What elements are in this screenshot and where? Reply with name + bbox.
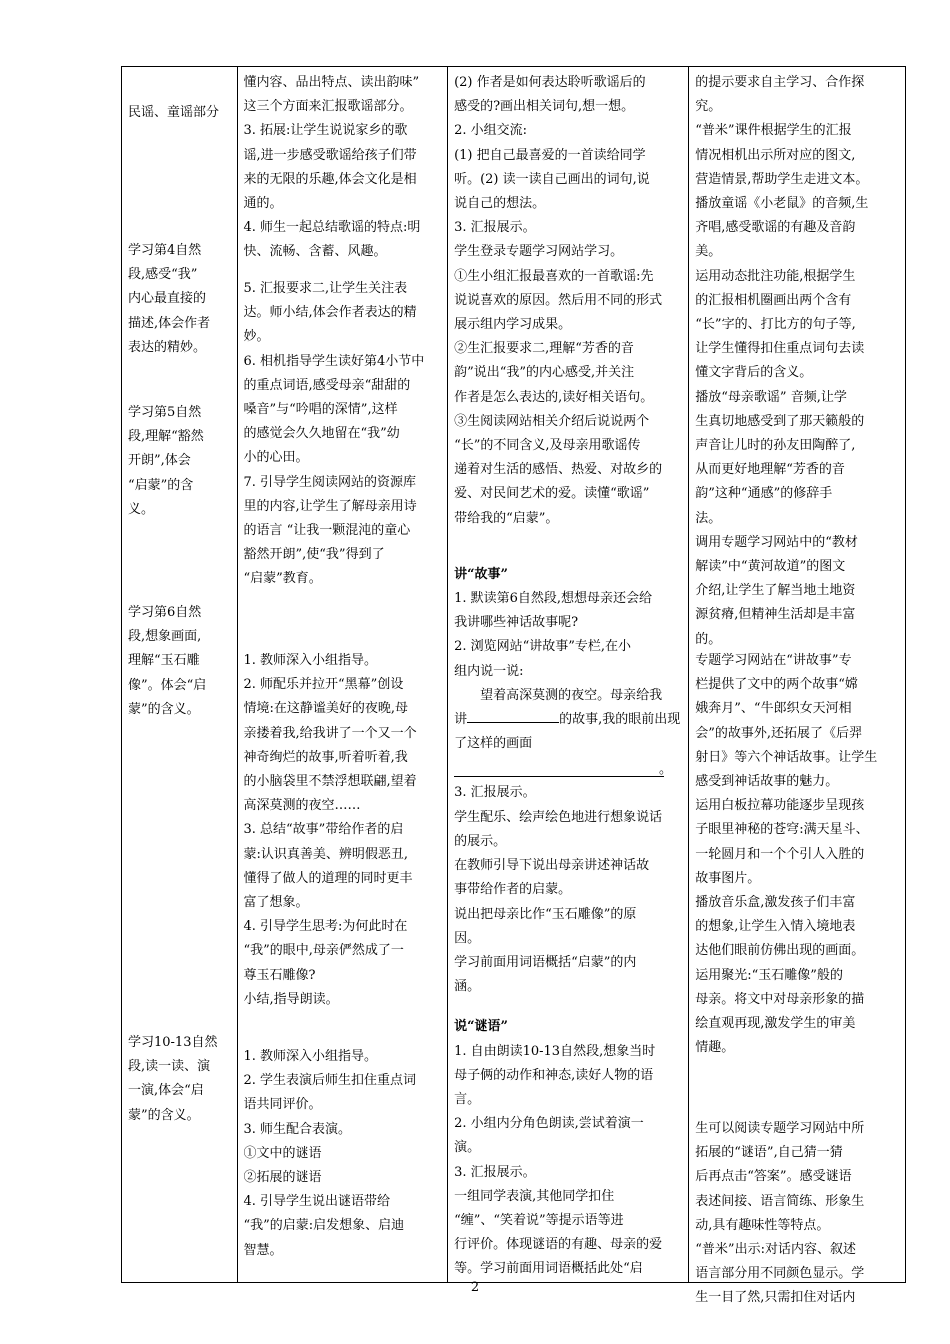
text-line: 涵。 xyxy=(454,979,481,995)
text-line: 播放音乐盒,激发孩子们丰富 xyxy=(695,895,856,911)
text-line: 学生登录专题学习网站学习。 xyxy=(454,244,624,260)
text-line: 生真切地感受到了那天籁般的 xyxy=(695,413,865,429)
text-line: 法。 xyxy=(695,510,722,526)
riddle-steps xyxy=(454,1040,682,1282)
text-line: 运用动态批注功能,根据学生 xyxy=(695,268,856,284)
text-line: ①文中的谜语 xyxy=(243,1145,322,1161)
text-line: 的感觉会久久地留在“我”幼 xyxy=(243,426,400,442)
teacher-activity-cell xyxy=(237,67,448,1283)
text-line: 营造情景,帮助学生走进文本。 xyxy=(695,171,869,187)
text-line: “长”字的、打比方的句子等, xyxy=(695,317,856,333)
text-line: 妙。 xyxy=(243,329,270,345)
text-line: 展示组内学习成果。 xyxy=(454,317,572,333)
text-line: “缠”、“笑着说”等提示语等进 xyxy=(454,1212,624,1228)
text-line: 运用白板拉幕功能逐步呈现孩 xyxy=(695,798,865,814)
text-line: 感受到神话故事的魅力。 xyxy=(695,774,839,790)
text-line: 故事图片。 xyxy=(695,870,761,886)
text-line: 蒙”的含义。 xyxy=(128,1107,200,1123)
text-block xyxy=(128,601,231,722)
text-line: 生一目了然,只需扣住对话内 xyxy=(695,1290,856,1306)
text-line: 7. 引导学生阅读网站的资源库 xyxy=(243,474,417,490)
text-block xyxy=(128,239,231,360)
text-line: 让学生懂得扣住重点词句去读 xyxy=(695,341,865,357)
text-line: 韵”说出“我”的内心感受,并关注 xyxy=(454,365,635,381)
text-line: “我”的启蒙:启发想象、启迪 xyxy=(243,1218,405,1234)
spacer xyxy=(454,531,682,563)
text-line: 学习第4自然 xyxy=(128,243,202,258)
text-line: 达他们眼前仿佛出现的画面。 xyxy=(695,943,865,959)
text-line: ①生小组汇报最喜欢的一首歌谣:先 xyxy=(454,268,654,284)
text-line: 介绍,让学生了解当地土地资 xyxy=(695,583,856,599)
text-line: 情趣。 xyxy=(695,1040,735,1056)
text-line: 声音让儿时的孙友田陶醉了, xyxy=(695,438,856,454)
text-line: 学习第6自然 xyxy=(128,605,202,620)
fill-line-2 xyxy=(454,708,682,732)
text-line: 美。 xyxy=(695,244,722,260)
text-line: 段,理解“豁然 xyxy=(128,429,204,445)
text-line: 带给我的“启蒙”。 xyxy=(454,510,559,526)
text-block xyxy=(695,649,899,1060)
text-line: 蒙:认识真善美、辨明假恶丑, xyxy=(243,846,409,862)
text-line: 的汇报相机圈画出两个含有 xyxy=(695,292,852,308)
text-line: (1) 把自己最喜爱的一首读给同学 xyxy=(454,147,646,163)
text-line: 事带给作者的启蒙。 xyxy=(454,882,572,898)
text-line: 2. 小组交流: xyxy=(454,123,527,139)
text-line: 说说喜欢的原因。然后用不同的形式 xyxy=(454,292,663,308)
text-line: 齐唱,感受歌谣的有趣及音韵 xyxy=(695,220,856,236)
text-line: 一组同学表演,其他同学扣住 xyxy=(454,1188,615,1204)
text-line: 专题学习网站在“讲故事”专 xyxy=(695,653,852,668)
text-line: ③生阅读网站相关介绍后说说两个 xyxy=(454,413,650,429)
text-line: “我”的眼中,母亲俨然成了一 xyxy=(243,943,404,959)
text-line: 会”的故事外,还拓展了《后羿 xyxy=(695,725,863,741)
text-line: 4. 师生一起总结歌谣的特点:明 xyxy=(243,220,421,236)
text-line: 小结,指导朗读。 xyxy=(243,991,339,1007)
text-line: 段,感受“我” xyxy=(128,267,198,283)
text-line: 3. 汇报展示。 xyxy=(454,785,536,801)
text-block xyxy=(128,1031,231,1128)
text-line: 情况相机出示所对应的图文, xyxy=(695,147,856,163)
text-line: 开朗”,体会 xyxy=(128,453,191,469)
text-line: 绘直观再现,激发学生的审美 xyxy=(695,1016,856,1032)
text-line: 播放童谣《小老鼠》的音频,生 xyxy=(695,196,869,212)
text-block xyxy=(244,71,442,265)
text-line: “启蒙”教育。 xyxy=(243,571,322,587)
text-line: 富了想象。 xyxy=(243,895,309,911)
text-line: (2) 作者是如何表达聆听歌谣后的 xyxy=(454,75,646,90)
text-line: 3. 汇报展示。 xyxy=(454,1164,536,1180)
text-line: 通的。 xyxy=(243,196,283,212)
text-line: 2. 小组内分角色朗读,尝试着演一 xyxy=(454,1116,644,1132)
media-usage-content xyxy=(695,71,899,1306)
text-line: 动,具有趣味性等特点。 xyxy=(695,1217,830,1233)
text-line: 语言部分用不同颜色显示。学 xyxy=(695,1266,865,1282)
text-line: 这三个方面来汇报歌谣部分。 xyxy=(243,99,413,115)
objectives-cell xyxy=(122,67,238,1283)
riddle-heading: 说“谜语” xyxy=(454,1019,509,1035)
text-line: “普米”出示:对话内容、叙述 xyxy=(695,1242,856,1258)
text-line: ②生汇报要求二,理解“芳香的音 xyxy=(454,341,634,357)
text-line: 里的内容,让学生了解母亲用诗 xyxy=(243,498,417,514)
text-line: 学生配乐、绘声绘色地进行想象说话 xyxy=(454,809,663,825)
text-line: “长”的不同含义,及母亲用歌谣传 xyxy=(454,438,641,454)
text-line: 4. 引导学生说出谜语带给 xyxy=(243,1194,391,1210)
text-line: 来的无限的乐趣,体会文化是相 xyxy=(243,171,417,187)
text-line: 民谣、童谣部分 xyxy=(128,105,220,120)
text-line: 的想象,让学生入情入境地表 xyxy=(695,919,856,935)
story-report xyxy=(454,781,682,999)
text-line: 神奇绚烂的故事,听着听着,我 xyxy=(243,749,408,765)
text-line: 理解“玉石雕 xyxy=(128,653,200,669)
fill-line-3: 了这样的画面 xyxy=(454,736,533,752)
text-line: 4. 引导学生思考:为何此时在 xyxy=(243,919,408,935)
text-line: 亲搂着我,给我讲了一个又一个 xyxy=(243,725,417,741)
text-block xyxy=(128,401,231,522)
text-line: 听。(2) 读一读自己画出的词句,说 xyxy=(454,171,650,187)
text-line: “普米”课件根据学生的汇报 xyxy=(695,123,852,139)
text-line: 智慧。 xyxy=(243,1242,283,1258)
teacher-activity-content xyxy=(243,71,442,1258)
text-line: 的语言 “让我一颗混沌的童心 xyxy=(243,523,411,539)
text-line: 源贫瘠,但精神生活却是丰富 xyxy=(695,607,856,623)
student-activity-part1 xyxy=(454,71,682,531)
text-line: 蒙”的含义。 xyxy=(128,701,200,717)
fill-blank-long xyxy=(454,756,673,778)
text-line: 因。 xyxy=(454,930,481,946)
story-steps xyxy=(454,587,682,684)
text-line: 学习前面用词语概括“启蒙”的内 xyxy=(454,954,637,970)
text-line: 的提示要求自主学习、合作探 xyxy=(695,75,865,90)
text-line: 一演,体会“启 xyxy=(128,1083,204,1099)
text-line: 高深莫测的夜空…… xyxy=(243,798,361,814)
text-block xyxy=(695,71,899,652)
text-line: 韵”这种“通感”的修辞手 xyxy=(695,486,833,502)
text-line: ②拓展的谜语 xyxy=(243,1170,322,1186)
text-line: 懂内容、品出特点、读出韵味” xyxy=(243,75,420,90)
text-line: 的小脑袋里不禁浮想联翩,望着 xyxy=(243,774,417,790)
objectives-content xyxy=(128,71,231,1241)
text-line: 快、流畅、含蓄、风趣。 xyxy=(243,244,387,260)
text-line: 解读”中“黄河故道”的图文 xyxy=(695,559,846,575)
student-activity-cell xyxy=(448,67,689,1283)
text-line: 6. 相机指导学生读好第4小节中 xyxy=(243,353,425,369)
media-usage-cell xyxy=(689,67,906,1306)
fill-end-mark: 。 xyxy=(659,762,673,778)
text-line: 5. 汇报要求二,让学生关注表 xyxy=(243,281,408,296)
text-line: 母亲。将文中对母亲形象的描 xyxy=(695,991,865,1007)
text-line: 说自己的想法。 xyxy=(454,196,546,212)
text-line: 生可以阅读专题学习网站中所 xyxy=(695,1121,865,1136)
page-number: 2 xyxy=(470,1280,480,1295)
text-line: 懂得了做人的道理的同时更丰 xyxy=(243,870,413,886)
text-line: 像”。体会“启 xyxy=(128,677,207,693)
text-line: 在教师引导下说出母亲讲述神话故 xyxy=(454,858,650,874)
fill-text-a: 讲 xyxy=(454,712,468,728)
text-line: 播放“母亲歌谣” 音频,让学 xyxy=(695,389,847,405)
student-activity-content xyxy=(454,71,682,1282)
fill-blank xyxy=(467,708,559,723)
text-line: 尊玉石雕像? xyxy=(243,967,316,983)
text-line: 演。 xyxy=(454,1140,481,1156)
text-line: 说出把母亲比作“玉石雕像”的原 xyxy=(454,906,637,922)
text-line: 小的心田。 xyxy=(243,450,309,466)
text-line: 段,读一读、演 xyxy=(128,1059,211,1075)
text-line: 1. 自由朗读10-13自然段,想象当时 xyxy=(454,1043,656,1059)
text-block xyxy=(244,277,442,592)
text-line: 1. 教师深入小组指导。 xyxy=(243,1049,378,1064)
text-line: 子眼里神秘的苍穹:满天星斗、 xyxy=(695,822,869,838)
story-heading: 讲“故事” xyxy=(454,566,509,582)
fill-line-1: 望着高深莫测的夜空。母亲给我 xyxy=(480,687,663,703)
text-line: 学习10-13自然 xyxy=(128,1035,218,1050)
table-row xyxy=(122,67,906,1283)
text-line: 一轮圆月和一个个引人入胜的 xyxy=(695,846,865,862)
text-line: 内心最直接的 xyxy=(128,291,207,307)
text-line: 感受的?画出相关词句,想一想。 xyxy=(454,99,635,115)
text-line: 究。 xyxy=(695,99,722,115)
text-block xyxy=(244,649,442,1012)
text-line: 3. 汇报展示。 xyxy=(454,220,536,236)
text-line: 懂文字背后的含义。 xyxy=(695,365,813,381)
text-line: 拓展的“谜语”,自己猜一猜 xyxy=(695,1145,843,1161)
text-block xyxy=(244,1045,442,1263)
text-line: 段,想象画面, xyxy=(128,629,202,645)
text-line: 义。 xyxy=(128,501,155,517)
fill-text-b: 的故事,我的眼前出现 xyxy=(559,712,681,728)
text-line: 豁然开朗”,使“我”得到了 xyxy=(243,547,385,563)
text-line: 达。师小结,体会作者表达的精 xyxy=(243,305,417,321)
text-line: 2. 师配乐并拉开“黑幕”创设 xyxy=(243,677,404,693)
text-line: 1. 默读第6自然段,想想母亲还会给 xyxy=(454,591,653,607)
text-block xyxy=(128,101,231,125)
text-line: 等。学习前面用词语概括此处“启 xyxy=(454,1261,643,1277)
text-line: 调用专题学习网站中的“教材 xyxy=(695,534,858,550)
text-line: 学习第5自然 xyxy=(128,405,202,420)
text-line: 爱、对民间艺术的爱。读懂“歌谣” xyxy=(454,486,650,502)
text-line: 栏提供了文中的两个故事“嫦 xyxy=(695,677,858,693)
text-line: 行评价。体现谜语的有趣、母亲的爱 xyxy=(454,1237,663,1253)
text-line: 2. 学生表演后师生扣住重点词 xyxy=(243,1073,417,1089)
text-line: 的。 xyxy=(695,631,722,647)
text-line: 从而更好地理解“芳香的音 xyxy=(695,462,845,478)
spacer xyxy=(454,999,682,1015)
text-line: 的重点词语,感受母亲“甜甜的 xyxy=(243,377,411,393)
text-line: 娥奔月”、“牛郎织女天河相 xyxy=(695,701,852,717)
text-line: 作者是怎么表达的,读好相关语句。 xyxy=(454,389,654,405)
text-line: 2. 浏览网站“讲故事”专栏,在小 xyxy=(454,639,632,655)
text-line: 嗓音”与“吟唱的深情”,这样 xyxy=(243,402,398,418)
text-line: 描述,体会作者 xyxy=(128,315,211,331)
text-line: 言。 xyxy=(454,1091,481,1107)
text-line: 谣,进一步感受歌谣给孩子们带 xyxy=(243,147,417,163)
text-line: 3. 总结“故事”带给作者的启 xyxy=(243,822,404,838)
text-line: 运用聚光:“玉石雕像”般的 xyxy=(695,967,843,983)
text-line: 3. 师生配合表演。 xyxy=(243,1121,352,1137)
text-line: 我讲哪些神话故事呢? xyxy=(454,615,579,631)
text-line: 语共同评价。 xyxy=(243,1097,322,1113)
text-line: 3. 拓展:让学生说说家乡的歌 xyxy=(243,123,408,139)
text-line: 表述间接、语言简练、形象生 xyxy=(695,1193,865,1209)
text-line: 递着对生活的感悟、热爱、对故乡的 xyxy=(454,462,663,478)
text-line: 情境:在这静谧美好的夜晚,母 xyxy=(243,701,409,717)
text-line: 的展示。 xyxy=(454,833,507,849)
text-line: 母子俩的动作和神态,读好人物的语 xyxy=(454,1067,654,1083)
text-line: 后再点击“答案”。感受谜语 xyxy=(695,1169,852,1185)
text-line: 1. 教师深入小组指导。 xyxy=(243,653,378,668)
text-line: 组内说一说: xyxy=(454,663,524,679)
text-line: 表达的精妙。 xyxy=(128,339,207,355)
lesson-plan-table xyxy=(121,66,906,1306)
text-line: “启蒙”的含 xyxy=(128,477,194,493)
text-line: 射日》等六个神话故事。让学生 xyxy=(695,749,878,765)
